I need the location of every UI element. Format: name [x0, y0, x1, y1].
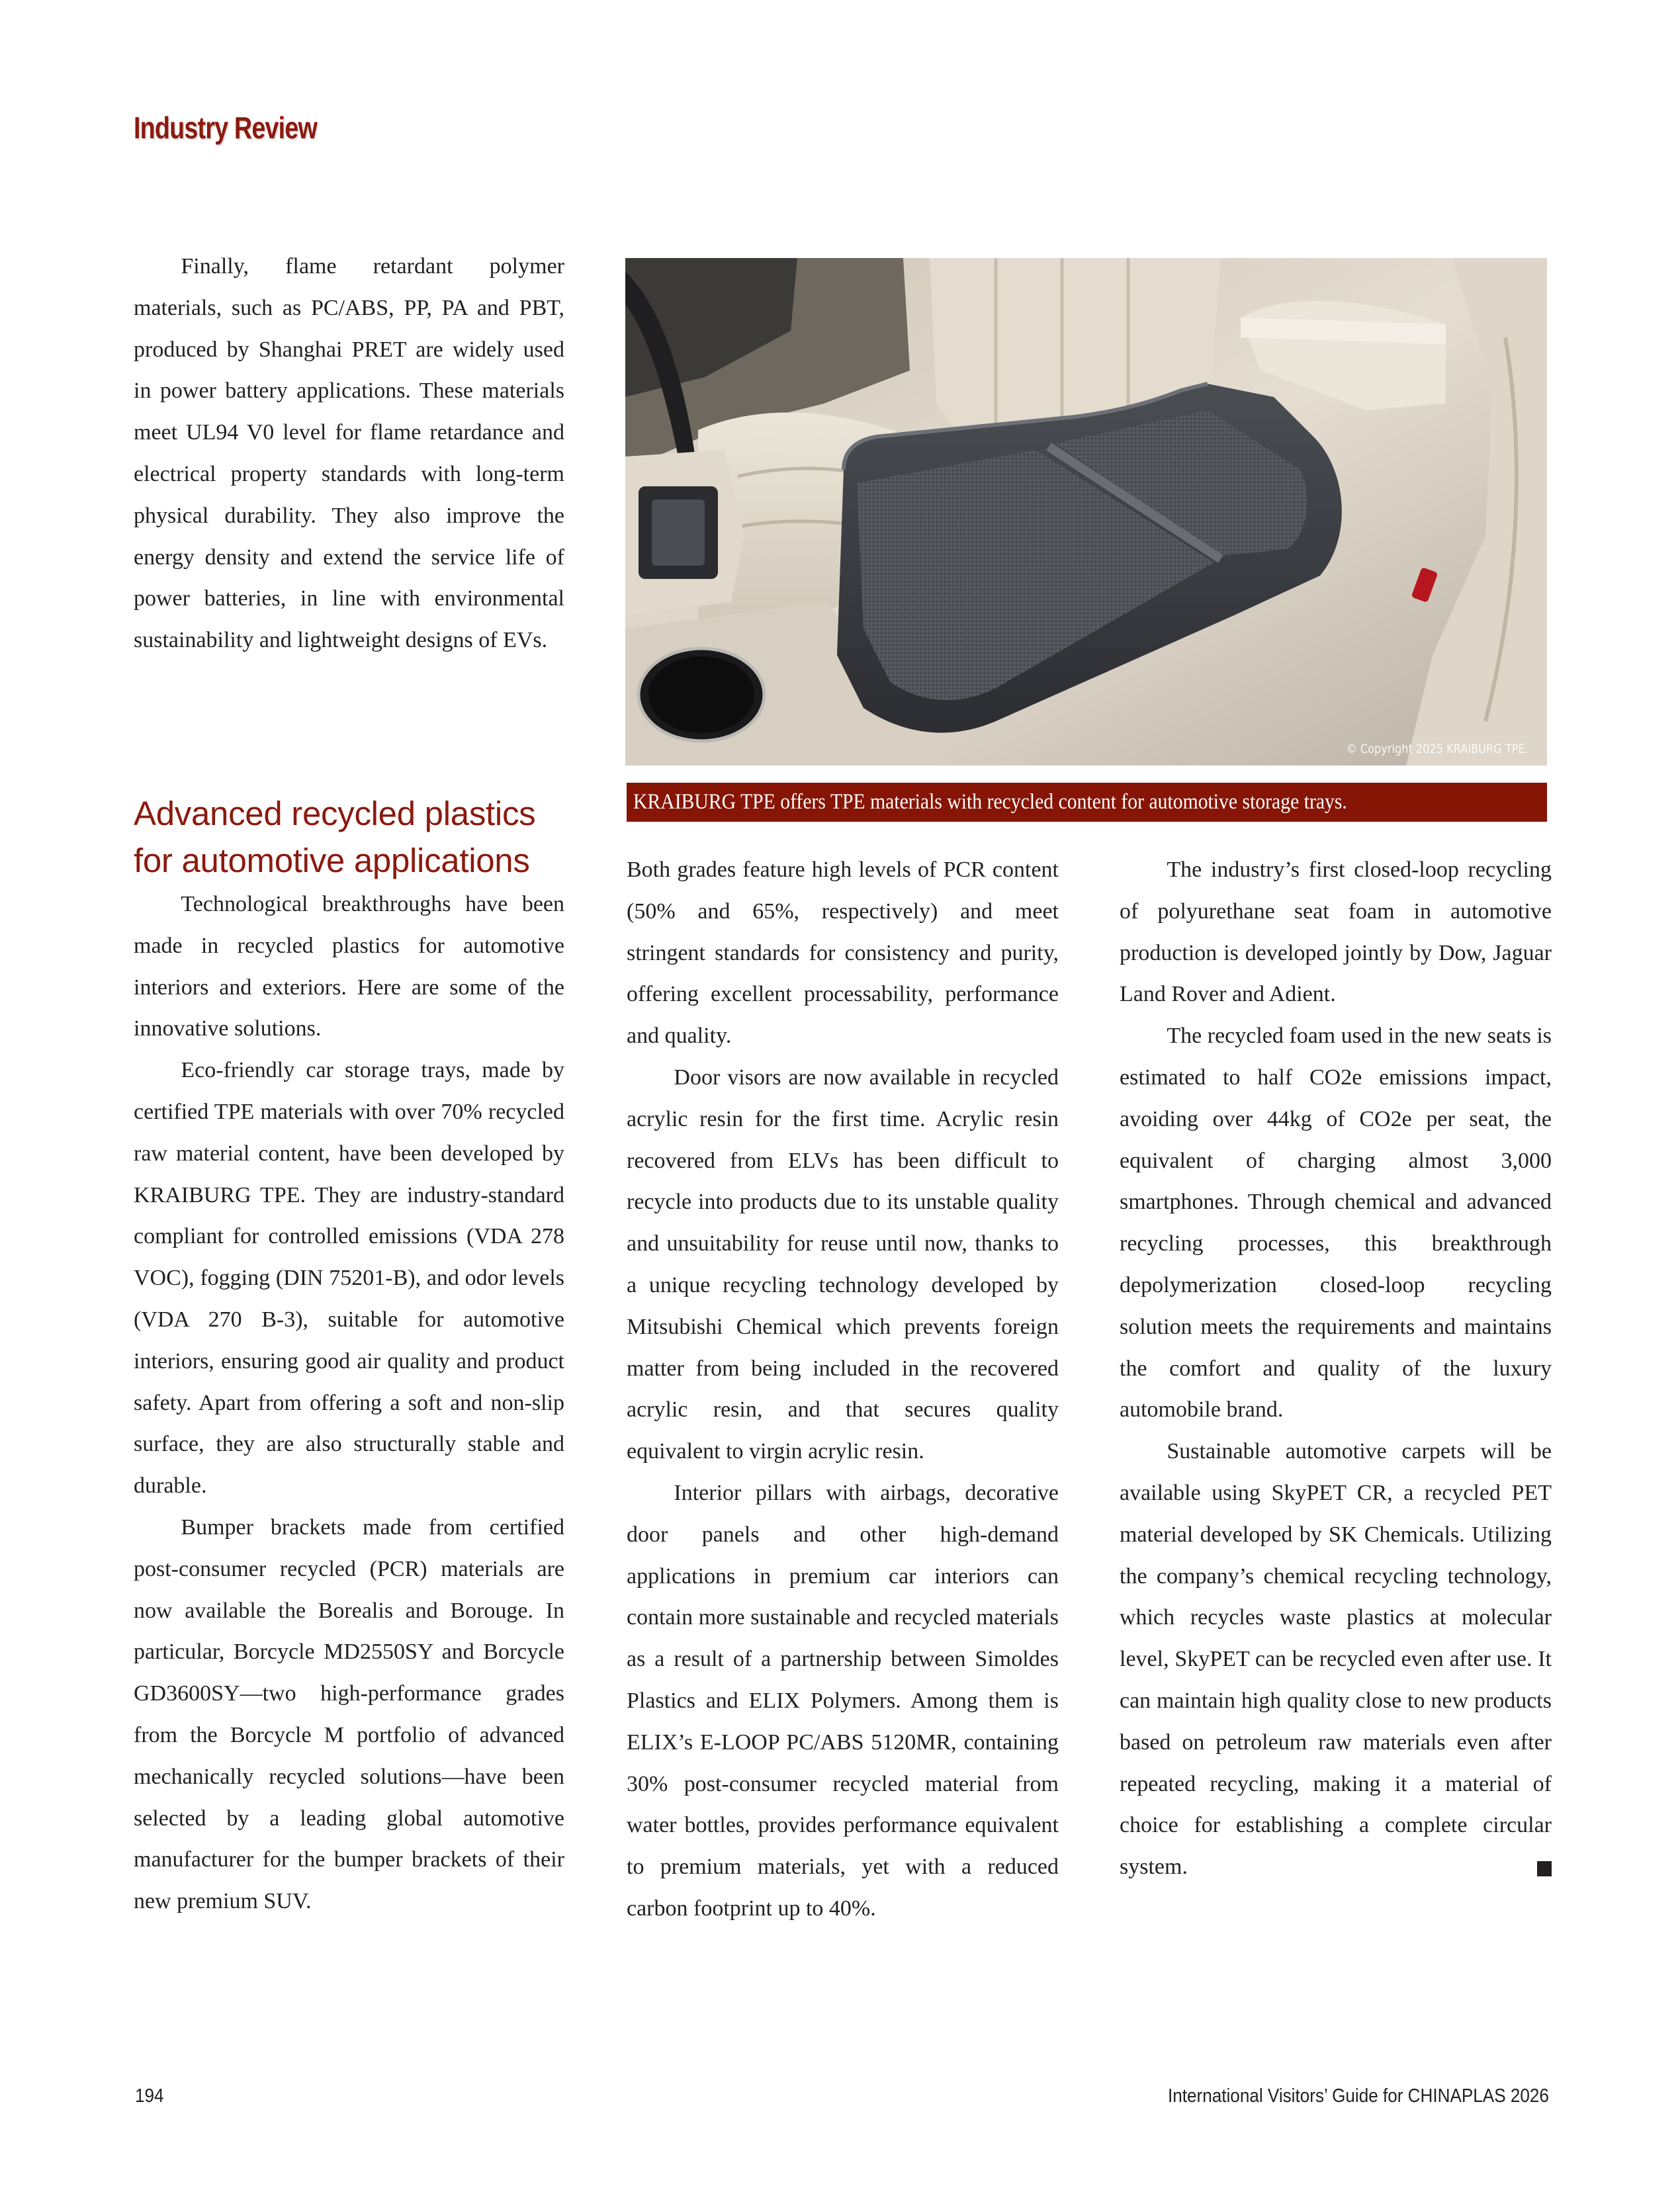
- page-number: [135, 2085, 167, 2107]
- publication-title: [1126, 2085, 1549, 2107]
- paragraph: Both grades feature high levels of PCR content (50% and 65%, respectively) and meet stringent standards for consistency and purity, offering excellent processability, performance and quality.: [627, 857, 1059, 1049]
- left-column-intro: [134, 246, 564, 662]
- publication-title-text: International Visitors’ Guide for CHINAPLAS 2026: [1168, 2085, 1549, 2107]
- paragraph: Interior pillars with airbags, decorative door panels and other high-demand applications in premium car interiors can contain more sustainable and recycled materials as a result of a partnership between Simoldes Plastics and ELIX Polymers. Among them is ELIX’s E-LOOP PC/ABS 5120MR, containing 30% post-consumer recycled material from water bottles, provides performance equivalent to premium materials, yet with a reduced carbon footprint up to 40%.: [627, 1480, 1059, 1921]
- paragraph: The industry’s first closed-loop recycling of polyurethane seat foam in automotive production is developed jointly by Dow, Jaguar Land Rover and Adient.: [1120, 857, 1552, 1007]
- paragraph: Door visors are now available in recycled acrylic resin for the first time. Acrylic resin recovered from ELVs has been difficult to recycle into products due to its unstable quality and unsuitability for reuse until now, thanks to a unique recycling technology developed by Mitsubishi Chemical which prevents foreign matter from being included in the recovered acrylic resin, and that secures quality equivalent to virgin acrylic resin.: [627, 1065, 1059, 1464]
- paragraph-last: [1120, 1431, 1552, 1888]
- left-column-article: [134, 790, 564, 1923]
- photo-copyright: © Copyright 2025 KRAIBURG TPE.: [1346, 742, 1528, 756]
- paragraph-text: Sustainable automotive carpets will be available using SkyPET CR, a recycled PET material developed by SK Chemicals. Utilizing the company’s chemical recycling technology, which recycles waste plastics at molecular level, SkyPET can be recycled even after use. It can maintain high quality close to new products based on petroleum raw materials even after repeated recycling, making it a material of choice for establishing a complete circular system.: [1120, 1439, 1552, 1880]
- paragraph: Eco-friendly car storage trays, made by certified TPE materials with over 70% recycled raw material content, have been developed by KRAIBURG TPE. They are industry-standard compliant for controlled emissions (VDA 278 VOC), fogging (DIN 75201-B), and odor levels (VDA 270 B-3), suitable for automotive interiors, ensuring good air quality and product safety. Apart from offering a soft and non-slip surface, they are also structurally stable and durable.: [134, 1058, 564, 1499]
- right-column: [1120, 850, 1552, 1888]
- caption-text: KRAIBURG TPE offers TPE materials with recycled content for automotive storage trays.: [633, 790, 1347, 814]
- photo-caption: [627, 783, 1547, 822]
- end-of-article-square-icon: [1537, 1861, 1552, 1876]
- paragraph: Bumper brackets made from certified post-consumer recycled (PCR) materials are now available the Borealis and Borouge. In particular, Borcycle MD2550SY and Borcycle GD3600SY—two high-performance grades from the Borcycle M portfolio of advanced mechanically recycled solutions—have been selected by a leading global automotive manufacturer for the bumper brackets of their new premium SUV.: [134, 1514, 564, 1914]
- article-heading: Advanced recycled plastics for automotive applications: [134, 795, 536, 879]
- intro-paragraph: Finally, flame retardant polymer materials, such as PC/ABS, PP, PA and PBT, produced by Shanghai PRET are widely used in power battery applications. These materials meet UL94 V0 level for flame retardance and electrical property standards with long-term physical durability. They also improve the energy density and extend the service life of power batteries, in line with environmental sustainability and lightweight designs of EVs.: [134, 254, 564, 653]
- paragraph: Technological breakthroughs have been made in recycled plastics for automotive interiors and exteriors. Here are some of the innovative solutions.: [134, 892, 564, 1041]
- section-label: Industry Review: [134, 110, 317, 145]
- middle-column: [627, 850, 1059, 1930]
- page-number-text: 194: [135, 2085, 164, 2107]
- paragraph: The recycled foam used in the new seats is estimated to half CO2e emissions impact, avoiding over 44kg of CO2e per seat, the equivalent of charging almost 3,000 smartphones. Through chemical and advanced recycling processes, this breakthrough depolymerization closed-loop recycling solution meets the requirements and maintains the comfort and quality of the luxury automobile brand.: [1120, 1024, 1552, 1422]
- storage-tray-photo: [625, 258, 1547, 766]
- car-interior-illustration: [625, 258, 1547, 766]
